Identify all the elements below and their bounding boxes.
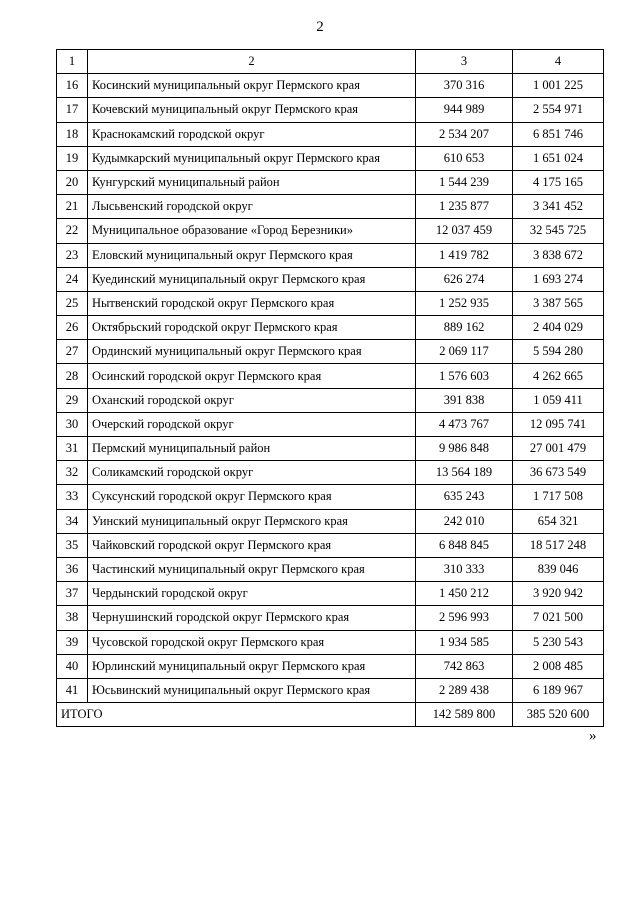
column-4-value-cell: 2 554 971 [513,98,604,122]
column-3-value-cell: 310 333 [416,557,513,581]
row-number-cell: 31 [57,437,88,461]
column-4-value-cell: 1 059 411 [513,388,604,412]
row-number-cell: 17 [57,98,88,122]
row-number-cell: 30 [57,412,88,436]
column-3-value-cell: 2 534 207 [416,122,513,146]
column-3-value-cell: 391 838 [416,388,513,412]
municipality-name-cell: Лысьвенский городской округ [88,195,416,219]
column-3-value-cell: 242 010 [416,509,513,533]
column-4-value-cell: 839 046 [513,557,604,581]
municipality-name-cell: Осинский городской округ Пермского края [88,364,416,388]
row-number-cell: 27 [57,340,88,364]
column-4-value-cell: 4 175 165 [513,170,604,194]
row-number-cell: 21 [57,195,88,219]
municipality-name-cell: Муниципальное образование «Город Березники» [88,219,416,243]
column-3-value-cell: 1 252 935 [416,291,513,315]
column-4-value-cell: 2 008 485 [513,654,604,678]
row-number-cell: 18 [57,122,88,146]
row-number-cell: 23 [57,243,88,267]
total-row [57,703,604,727]
table-row [57,654,604,678]
row-number-cell: 40 [57,654,88,678]
municipality-name-cell: Юсьвинский муниципальный округ Пермского края [88,678,416,702]
column-3-value-cell: 1 419 782 [416,243,513,267]
row-number-cell: 39 [57,630,88,654]
municipality-name-cell: Уинский муниципальный округ Пермского края [88,509,416,533]
municipality-name-cell: Кунгурский муниципальный район [88,170,416,194]
table-row [57,461,604,485]
table-row [57,267,604,291]
municipality-name-cell: Еловский муниципальный округ Пермского края [88,243,416,267]
row-number-cell: 26 [57,316,88,340]
table-row [57,485,604,509]
table-row [57,437,604,461]
page-number: 2 [316,19,324,35]
column-4-value-cell: 1 651 024 [513,146,604,170]
column-3-value-cell: 4 473 767 [416,412,513,436]
table-row [57,412,604,436]
table-row [57,364,604,388]
column-4-value-cell: 1 717 508 [513,485,604,509]
row-number-cell: 36 [57,557,88,581]
total-column-3-cell: 142 589 800 [416,703,513,727]
header-cell-col2: 2 [88,50,416,74]
column-4-value-cell: 7 021 500 [513,606,604,630]
column-3-value-cell: 742 863 [416,654,513,678]
table-header-row [57,50,604,74]
column-3-value-cell: 12 037 459 [416,219,513,243]
municipality-name-cell: Ординский муниципальный округ Пермского края [88,340,416,364]
column-4-value-cell: 36 673 549 [513,461,604,485]
total-column-4-cell: 385 520 600 [513,703,604,727]
table-row [57,678,604,702]
table-row [57,219,604,243]
column-3-value-cell: 1 235 877 [416,195,513,219]
column-3-value-cell: 1 544 239 [416,170,513,194]
municipality-name-cell: Краснокамский городской округ [88,122,416,146]
column-3-value-cell: 2 069 117 [416,340,513,364]
column-3-value-cell: 944 989 [416,98,513,122]
column-4-value-cell: 4 262 665 [513,364,604,388]
column-4-value-cell: 1 001 225 [513,74,604,98]
column-3-value-cell: 2 596 993 [416,606,513,630]
column-4-value-cell: 2 404 029 [513,316,604,340]
row-number-cell: 22 [57,219,88,243]
closing-quote-mark: » [589,728,597,744]
column-4-value-cell: 654 321 [513,509,604,533]
municipality-name-cell: Частинский муниципальный округ Пермского края [88,557,416,581]
table-row [57,606,604,630]
row-number-cell: 28 [57,364,88,388]
table-row [57,533,604,557]
row-number-cell: 35 [57,533,88,557]
row-number-cell: 20 [57,170,88,194]
column-4-value-cell: 1 693 274 [513,267,604,291]
column-3-value-cell: 370 316 [416,74,513,98]
municipality-name-cell: Нытвенский городской округ Пермского края [88,291,416,315]
row-number-cell: 34 [57,509,88,533]
header-cell-col4: 4 [513,50,604,74]
table-row [57,74,604,98]
column-3-value-cell: 1 934 585 [416,630,513,654]
table-row [57,316,604,340]
table-row [57,146,604,170]
table-row [57,170,604,194]
column-3-value-cell: 635 243 [416,485,513,509]
table-row [57,243,604,267]
table-row [57,630,604,654]
row-number-cell: 41 [57,678,88,702]
municipality-name-cell: Октябрьский городской округ Пермского края [88,316,416,340]
column-3-value-cell: 13 564 189 [416,461,513,485]
municipality-name-cell: Суксунский городской округ Пермского края [88,485,416,509]
table-row [57,195,604,219]
column-4-value-cell: 6 189 967 [513,678,604,702]
table-row [57,122,604,146]
column-3-value-cell: 626 274 [416,267,513,291]
municipality-name-cell: Юрлинский муниципальный округ Пермского края [88,654,416,678]
column-4-value-cell: 32 545 725 [513,219,604,243]
column-3-value-cell: 610 653 [416,146,513,170]
municipality-name-cell: Чайковский городской округ Пермского края [88,533,416,557]
table-row [57,582,604,606]
table-row [57,557,604,581]
header-cell-col1: 1 [57,50,88,74]
column-4-value-cell: 3 341 452 [513,195,604,219]
municipality-name-cell: Оханский городской округ [88,388,416,412]
column-4-value-cell: 5 230 543 [513,630,604,654]
municipality-name-cell: Куединский муниципальный округ Пермского края [88,267,416,291]
column-3-value-cell: 2 289 438 [416,678,513,702]
table-row [57,340,604,364]
column-3-value-cell: 1 450 212 [416,582,513,606]
municipality-name-cell: Пермский муниципальный район [88,437,416,461]
column-4-value-cell: 18 517 248 [513,533,604,557]
column-4-value-cell: 6 851 746 [513,122,604,146]
municipality-name-cell: Очерский городской округ [88,412,416,436]
column-3-value-cell: 6 848 845 [416,533,513,557]
column-3-value-cell: 889 162 [416,316,513,340]
column-4-value-cell: 5 594 280 [513,340,604,364]
column-4-value-cell: 3 387 565 [513,291,604,315]
municipality-name-cell: Кочевский муниципальный округ Пермского края [88,98,416,122]
row-number-cell: 25 [57,291,88,315]
row-number-cell: 32 [57,461,88,485]
table-row [57,98,604,122]
row-number-cell: 24 [57,267,88,291]
row-number-cell: 16 [57,74,88,98]
allocation-table [56,49,604,727]
municipality-name-cell: Чердынский городской округ [88,582,416,606]
column-4-value-cell: 3 920 942 [513,582,604,606]
column-3-value-cell: 1 576 603 [416,364,513,388]
column-3-value-cell: 9 986 848 [416,437,513,461]
municipality-name-cell: Соликамский городской округ [88,461,416,485]
table-row [57,509,604,533]
table-row [57,291,604,315]
table-row [57,388,604,412]
row-number-cell: 19 [57,146,88,170]
row-number-cell: 33 [57,485,88,509]
row-number-cell: 37 [57,582,88,606]
municipality-name-cell: Кудымкарский муниципальный округ Пермского края [88,146,416,170]
column-4-value-cell: 27 001 479 [513,437,604,461]
column-4-value-cell: 3 838 672 [513,243,604,267]
header-cell-col3: 3 [416,50,513,74]
total-label-cell: ИТОГО [57,703,416,727]
municipality-name-cell: Чернушинский городской округ Пермского края [88,606,416,630]
row-number-cell: 29 [57,388,88,412]
municipality-name-cell: Чусовской городской округ Пермского края [88,630,416,654]
row-number-cell: 38 [57,606,88,630]
municipality-name-cell: Косинский муниципальный округ Пермского края [88,74,416,98]
column-4-value-cell: 12 095 741 [513,412,604,436]
